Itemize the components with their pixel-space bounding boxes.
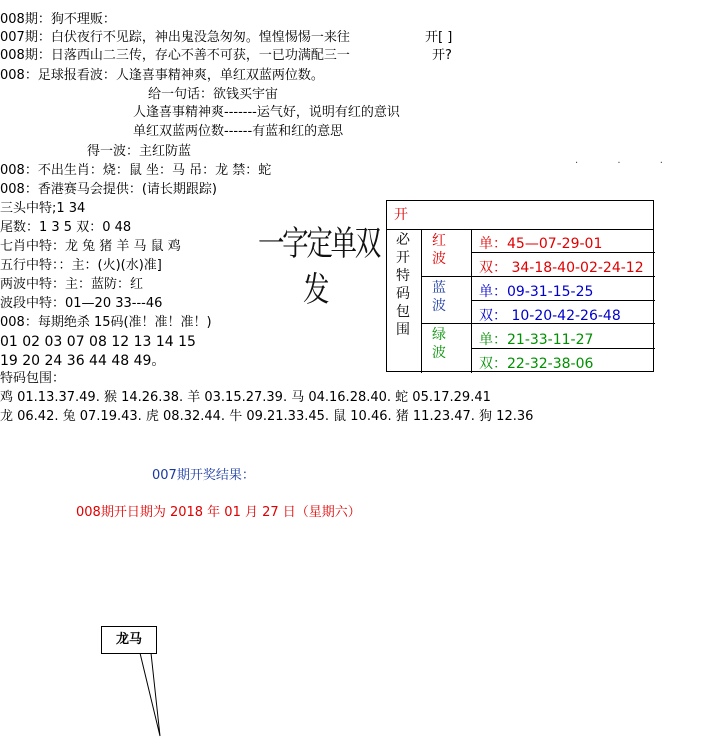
red-wave-label: 红 波	[432, 233, 446, 267]
blue-single: 单：09-31-15-25	[479, 284, 594, 300]
blue-wave-label: 蓝 波	[432, 280, 446, 314]
line-10: 008：香港赛马会提供：(请长期跟踪)	[0, 182, 217, 197]
line-16: 波段中特：01—20 33---46	[0, 296, 163, 311]
line-2: 007期：白伏夜行不见踪，神出鬼没急匆匆。惶惶惕惕一来往	[0, 30, 350, 45]
handwritten-slogan: 一字定单双	[258, 224, 379, 264]
draw-date: 008期开日期为 2018 年 01 月 27 日（星期六）	[76, 505, 361, 520]
line-4: 008：足球报看波：人逢喜事精神爽，单红双蓝两位数。	[0, 68, 324, 83]
line-3: 008期：日落西山二三传，存心不善不可获，一已功满配三一	[0, 48, 350, 63]
line-21: 鸡 01.13.37.49. 猴 14.26.38. 羊 03.15.27.39. 马 04.16.28.40. 蛇 05.17.29.41	[0, 390, 491, 405]
line-7: 单红双蓝两位数------有蓝和红的意思	[133, 124, 344, 139]
line-9: 008：不出生肖：烧：鼠 坐：马 吊：龙 禁：蛇	[0, 163, 272, 178]
line-1: 008期：狗不理贩：	[0, 12, 116, 27]
decorative-dots: · · ·	[575, 158, 681, 169]
line-15: 两波中特：主：蓝防：红	[0, 277, 144, 292]
table-header-label: 开	[394, 207, 408, 223]
blue-double: 双： 10-20-42-26-48	[479, 308, 621, 324]
line-17: 008：每期绝杀 15码(准！准！准！)	[0, 315, 212, 330]
handwritten-slogan-2: 发	[303, 270, 328, 310]
line-12: 尾数：1 3 5 双：0 48	[0, 220, 132, 235]
line-20: 特码包围：	[0, 371, 66, 386]
green-wave-label: 绿 波	[432, 327, 446, 361]
line-22: 龙 06.42. 兔 07.19.43. 虎 08.32.44. 牛 09.21.33.45. 鼠 10.46. 猪 11.23.47. 狗 12.36	[0, 409, 534, 424]
line-6: 人逢喜事精神爽-------运气好，说明有红的意识	[133, 105, 400, 120]
green-single: 单：21-33-11-27	[479, 332, 594, 348]
red-double: 双： 34-18-40-02-24-12	[479, 260, 644, 276]
green-double: 双：22-32-38-06	[479, 356, 594, 372]
side-label: 必 开 特 码 包 围	[396, 232, 410, 338]
red-single: 单：45—07-29-01	[479, 236, 603, 252]
line-8: 得一波：主红防蓝	[87, 144, 192, 159]
line-14: 五行中特：：主：(火)(水)准]	[0, 258, 162, 273]
logo-callout: 龙马	[101, 626, 157, 654]
line-19: 19 20 24 36 44 48 49。	[0, 353, 166, 369]
line-5: 给一句话：欲钱买宇宙	[148, 87, 279, 102]
draw-result-label: 007期开奖结果：	[152, 468, 255, 483]
line-13: 七肖中特：龙 兔 猪 羊 马 鼠 鸡	[0, 239, 181, 254]
line-3-open: 开?	[432, 48, 452, 63]
line-11: 三头中特;1 34	[0, 201, 86, 216]
line-2-open: 开[ ]	[425, 30, 453, 45]
line-18: 01 02 03 07 08 12 13 14 15	[0, 334, 196, 350]
